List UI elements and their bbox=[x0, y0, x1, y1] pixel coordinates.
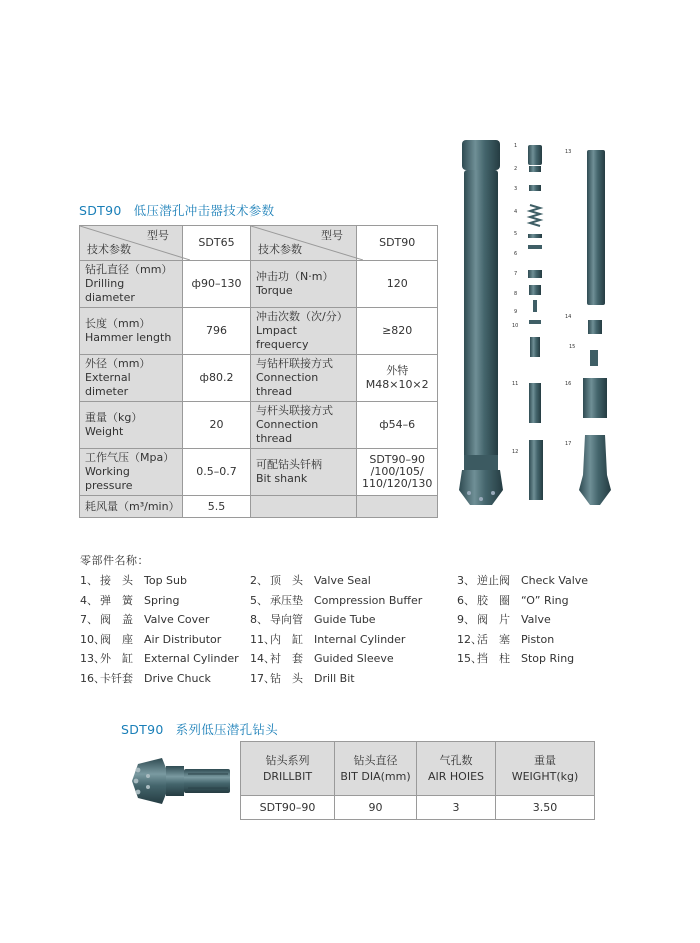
part-number: 14、 bbox=[250, 652, 275, 665]
col-drillbit: 钻头系列 DRILLBIT bbox=[241, 742, 335, 796]
part-name-cn: 挡 柱 bbox=[477, 652, 510, 665]
part-item bbox=[457, 650, 574, 666]
callout-label: 16 bbox=[565, 381, 572, 387]
part-number: 11、 bbox=[250, 632, 275, 646]
callout-label: 15 bbox=[569, 344, 576, 350]
part-number: 12、 bbox=[457, 632, 482, 646]
part-number: 4、 bbox=[80, 593, 98, 607]
callout-label: 11 bbox=[512, 381, 519, 387]
callout-label: 7 bbox=[514, 271, 518, 277]
part-name-cn: 接 头 bbox=[100, 574, 133, 587]
spec-table bbox=[79, 225, 438, 518]
bit-title-model: SDT90 bbox=[121, 722, 164, 737]
part-number: 9、 bbox=[457, 613, 475, 626]
part-number: 17、 bbox=[250, 671, 275, 685]
col-bit-dia: 钻头直径 BIT DIA(mm) bbox=[335, 742, 417, 796]
part-item bbox=[80, 670, 211, 686]
part-item bbox=[457, 592, 569, 608]
part-name-en: Top Sub bbox=[144, 574, 187, 587]
part-item bbox=[250, 592, 422, 608]
part-name-cn: 阀 片 bbox=[477, 613, 510, 626]
callout-label: 5 bbox=[514, 231, 518, 237]
callout-label: 6 bbox=[514, 251, 518, 257]
spec-row: 工作气压（Mpa） Working pressure 0.5–0.7 可配钻头钎柄 Bit shank SDT90–90 /100/105/ 110/120/130 bbox=[80, 449, 438, 496]
callout-label: 12 bbox=[512, 449, 519, 455]
parts-title: 零部件名称： bbox=[80, 554, 149, 567]
spec-title-cn: 低压潜孔冲击器技术参数 bbox=[133, 203, 275, 218]
callout-label: 9 bbox=[514, 309, 518, 315]
spec-title bbox=[79, 201, 274, 219]
bit-title-cn: 系列低压潜孔钻头 bbox=[175, 722, 279, 737]
callout-label: 3 bbox=[514, 186, 518, 192]
part-name-en: Air Distributor bbox=[144, 632, 222, 646]
part-name-en: Check Valve bbox=[521, 574, 589, 587]
spec-header-left: 型号 技术参数 bbox=[80, 226, 183, 261]
part-name-cn: 逆止阀 bbox=[477, 574, 510, 587]
part-item bbox=[457, 572, 588, 588]
drill-bit-image bbox=[128, 752, 236, 810]
part-name-cn: 阀 盖 bbox=[100, 613, 133, 626]
part-name-cn: 导向管 bbox=[270, 613, 303, 626]
part-item bbox=[250, 611, 376, 627]
spec-row: 长度（mm） Hammer length 796 冲击次数（次/分） Lmpact frequercy ≥820 bbox=[80, 308, 438, 355]
part-item bbox=[80, 592, 180, 608]
part-name-cn: 内 缸 bbox=[270, 632, 303, 646]
diagram-callouts bbox=[512, 143, 575, 455]
part-item bbox=[250, 650, 394, 666]
callout-label: 4 bbox=[514, 209, 518, 215]
part-number: 7、 bbox=[80, 613, 98, 626]
part-name-cn: 活 塞 bbox=[477, 632, 510, 646]
part-item bbox=[80, 650, 239, 666]
spec-header-left-model: SDT65 bbox=[183, 226, 251, 261]
part-name-cn: 卡钎套 bbox=[100, 671, 133, 685]
part-name-cn: 顶 头 bbox=[270, 574, 303, 587]
table-row: SDT90–90 90 3 3.50 bbox=[241, 796, 595, 820]
spec-row: 外径（mm） External dimeter ф80.2 与钻杆联接方式 Connection thread 外特 M48×10×2 bbox=[80, 355, 438, 402]
part-name-en: External Cylinder bbox=[144, 652, 239, 665]
part-item bbox=[250, 572, 371, 588]
part-item bbox=[250, 631, 405, 647]
spec-row: 钻孔直径（mm） Drilling diameter ф90–130 冲击功（N·m） Torque 120 bbox=[80, 261, 438, 308]
part-name-en: Compression Buffer bbox=[314, 593, 423, 607]
part-name-en: Stop Ring bbox=[521, 652, 575, 665]
part-name-en: Valve bbox=[521, 613, 551, 626]
assembled-hammer bbox=[459, 140, 503, 505]
callout-label: 14 bbox=[565, 314, 572, 320]
spec-header-right-model: SDT90 bbox=[357, 226, 438, 261]
part-name-cn: 钻 头 bbox=[270, 671, 303, 685]
part-name-cn: 胶 圈 bbox=[477, 593, 510, 607]
part-name-cn: 弹 簧 bbox=[100, 593, 133, 607]
part-number: 8、 bbox=[250, 613, 268, 626]
col-weight: 重量 WEIGHT(kg) bbox=[496, 742, 595, 796]
part-name-en: Guided Sleeve bbox=[314, 652, 394, 665]
col-air-holes: 气孔数 AIR HOIES bbox=[417, 742, 496, 796]
part-name-en: Drill Bit bbox=[314, 671, 355, 685]
part-name-cn: 阀 座 bbox=[100, 632, 133, 646]
exploded-parts bbox=[528, 145, 611, 505]
part-number: 15、 bbox=[457, 652, 482, 665]
part-item bbox=[457, 611, 551, 627]
part-name-en: Drive Chuck bbox=[144, 671, 211, 685]
part-number: 3、 bbox=[457, 574, 475, 587]
callout-label: 2 bbox=[514, 166, 518, 172]
part-number: 10、 bbox=[80, 632, 105, 646]
callout-label: 17 bbox=[565, 441, 572, 447]
part-number: 2、 bbox=[250, 574, 268, 587]
spec-title-model: SDT90 bbox=[79, 203, 122, 218]
part-item bbox=[250, 670, 355, 686]
bit-table-header bbox=[241, 742, 595, 796]
callout-label: 13 bbox=[565, 149, 572, 155]
spec-row: 耗风量（m³/min） 5.5 bbox=[80, 496, 438, 518]
part-name-en: Piston bbox=[521, 632, 555, 646]
part-name-en: “O” Ring bbox=[521, 593, 569, 607]
part-name-cn: 承压垫 bbox=[270, 593, 303, 607]
part-name-cn: 外 缸 bbox=[100, 652, 133, 665]
part-number: 1、 bbox=[80, 574, 98, 587]
callout-label: 1 bbox=[514, 143, 518, 149]
callout-label: 10 bbox=[512, 323, 519, 329]
part-name-en: Internal Cylinder bbox=[314, 632, 406, 646]
callout-label: 8 bbox=[514, 291, 518, 297]
part-name-en: Spring bbox=[144, 593, 180, 607]
part-name-en: Valve Cover bbox=[144, 613, 210, 626]
part-item bbox=[80, 631, 221, 647]
bit-table bbox=[240, 741, 595, 820]
part-number: 5、 bbox=[250, 593, 268, 607]
bit-title bbox=[121, 720, 278, 738]
spec-row: 重量（kg） Weight 20 与杆头联接方式 Connection thread ф54–6 bbox=[80, 402, 438, 449]
part-name-en: Guide Tube bbox=[314, 613, 376, 626]
hammer-exploded-diagram bbox=[445, 135, 625, 515]
part-name-cn: 衬 套 bbox=[270, 652, 303, 665]
part-name-en: Valve Seal bbox=[314, 574, 371, 587]
part-item bbox=[80, 572, 187, 588]
part-number: 13、 bbox=[80, 652, 105, 665]
part-number: 16、 bbox=[80, 671, 105, 685]
part-item bbox=[80, 611, 209, 627]
part-item bbox=[457, 631, 554, 647]
part-number: 6、 bbox=[457, 593, 475, 607]
spec-header-right: 型号 技术参数 bbox=[251, 226, 357, 261]
